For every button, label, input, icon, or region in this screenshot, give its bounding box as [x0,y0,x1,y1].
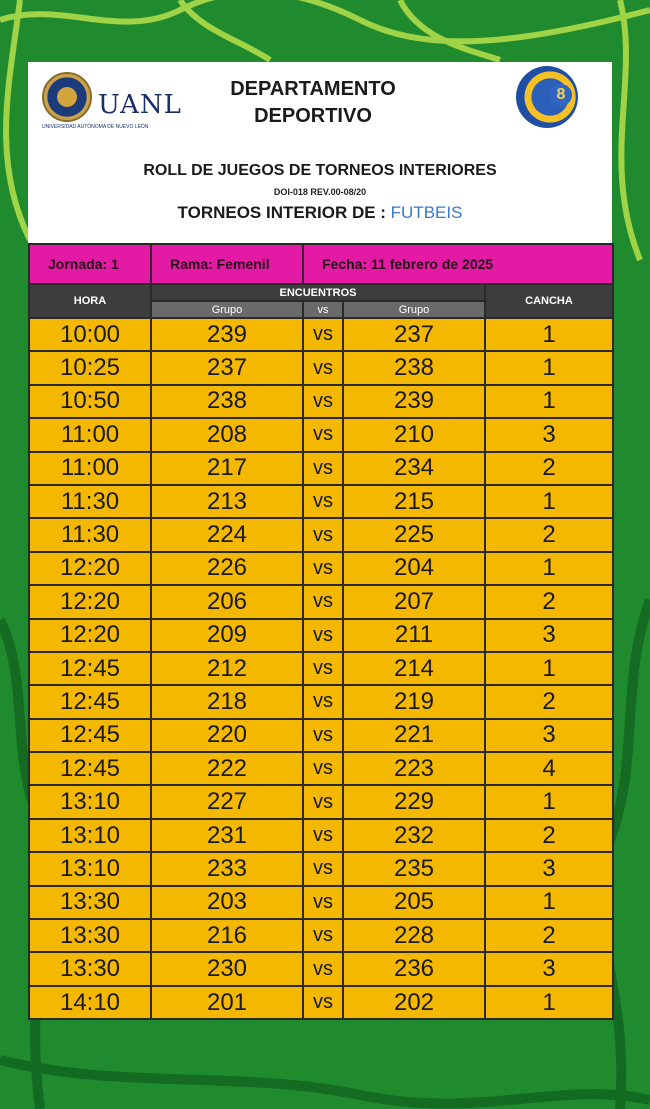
grupo-b-cell: 219 [343,685,485,718]
hora-cell: 12:45 [29,685,151,718]
table-row [29,351,613,384]
grupo-a-cell: 226 [151,552,303,585]
cancha-cell: 3 [485,619,613,652]
grupo-b-cell: 238 [343,351,485,384]
department-title [198,76,428,130]
vs-cell: vs [303,785,343,818]
table-row [29,452,613,485]
info-band [29,244,613,284]
hora-header: HORA [29,284,151,318]
table-row [29,418,613,451]
cancha-cell: 1 [485,485,613,518]
header-row-top [29,284,613,301]
grupo-a-cell: 237 [151,351,303,384]
table-row [29,719,613,752]
torneo-prefix: TORNEOS INTERIOR DE : [177,203,391,222]
vs-cell: vs [303,719,343,752]
grupo-a-cell: 213 [151,485,303,518]
table-row [29,752,613,785]
table-row [29,819,613,852]
hora-cell: 10:25 [29,351,151,384]
vs-cell: vs [303,552,343,585]
vs-header: vs [303,301,343,318]
department-line2: DEPORTIVO [254,105,372,127]
schedule-table [28,243,614,1020]
cancha-cell: 1 [485,785,613,818]
table-row [29,518,613,551]
cancha-cell: 2 [485,919,613,952]
uanl-seal-icon [42,72,92,122]
grupo-b-cell: 228 [343,919,485,952]
vs-cell: vs [303,418,343,451]
doc-code: DOI-018 REV.00-08/20 [273,187,367,197]
hora-cell: 12:45 [29,719,151,752]
jornada-label: Jornada: 1 [29,244,151,284]
table-row [29,552,613,585]
grupo-b-cell: 237 [343,318,485,351]
grupo-b-cell: 215 [343,485,485,518]
grupo-a-cell: 208 [151,418,303,451]
grupo-b-cell: 210 [343,418,485,451]
grupo-a-cell: 231 [151,819,303,852]
cancha-cell: 3 [485,418,613,451]
roll-title: ROLL DE JUEGOS DE TORNEOS INTERIORES [143,162,497,179]
cancha-cell: 1 [485,385,613,418]
vs-cell: vs [303,385,343,418]
cancha-cell: 1 [485,986,613,1019]
grupo-a-cell: 220 [151,719,303,752]
grupo-b-header: Grupo [343,301,485,318]
hora-cell: 11:30 [29,518,151,551]
games-body [29,318,613,1019]
cancha-cell: 2 [485,819,613,852]
table-row [29,952,613,985]
cancha-cell: 3 [485,852,613,885]
hora-cell: 12:20 [29,619,151,652]
grupo-b-cell: 221 [343,719,485,752]
uanl-subtitle: UNIVERSIDAD AUTÓNOMA DE NUEVO LEÓN [42,124,149,130]
grupo-b-cell: 234 [343,452,485,485]
hora-cell: 13:30 [29,952,151,985]
vs-cell: vs [303,919,343,952]
grupo-a-cell: 238 [151,385,303,418]
vs-cell: vs [303,852,343,885]
grupo-b-cell: 205 [343,886,485,919]
uanl-wordmark: UANL [98,90,182,120]
table-row [29,619,613,652]
grupo-a-cell: 224 [151,518,303,551]
hora-cell: 10:50 [29,385,151,418]
cancha-cell: 2 [485,518,613,551]
hora-cell: 13:30 [29,886,151,919]
grupo-b-cell: 207 [343,585,485,618]
table-row [29,852,613,885]
hora-cell: 13:30 [29,919,151,952]
torch-logo-number: 8 [550,84,572,106]
vs-cell: vs [303,886,343,919]
table-row [29,785,613,818]
grupo-a-cell: 203 [151,886,303,919]
table-row [29,652,613,685]
hora-cell: 12:45 [29,652,151,685]
hora-cell: 10:00 [29,318,151,351]
cancha-cell: 4 [485,752,613,785]
torneo-title [28,203,612,223]
grupo-a-cell: 218 [151,685,303,718]
grupo-b-cell: 202 [343,986,485,1019]
grupo-b-cell: 239 [343,385,485,418]
cancha-cell: 1 [485,552,613,585]
grupo-b-cell: 235 [343,852,485,885]
cancha-cell: 2 [485,685,613,718]
cancha-cell: 2 [485,452,613,485]
vs-cell: vs [303,318,343,351]
grupo-b-cell: 236 [343,952,485,985]
grupo-a-cell: 233 [151,852,303,885]
table-row [29,585,613,618]
table-row [29,886,613,919]
vs-cell: vs [303,952,343,985]
table-row [29,318,613,351]
grupo-b-cell: 232 [343,819,485,852]
vs-cell: vs [303,819,343,852]
hora-cell: 11:00 [29,418,151,451]
cancha-cell: 1 [485,652,613,685]
hora-cell: 11:00 [29,452,151,485]
vs-cell: vs [303,351,343,384]
hora-cell: 11:30 [29,485,151,518]
grupo-a-cell: 201 [151,986,303,1019]
vs-cell: vs [303,652,343,685]
grupo-b-cell: 229 [343,785,485,818]
cancha-cell: 3 [485,952,613,985]
vs-cell: vs [303,485,343,518]
table-row [29,919,613,952]
vs-cell: vs [303,986,343,1019]
document-header [28,62,612,243]
grupo-a-cell: 239 [151,318,303,351]
vs-cell: vs [303,619,343,652]
cancha-cell: 1 [485,886,613,919]
hora-cell: 12:20 [29,585,151,618]
hora-cell: 12:20 [29,552,151,585]
grupo-a-cell: 212 [151,652,303,685]
hora-cell: 13:10 [29,819,151,852]
encuentros-header: ENCUENTROS [151,284,485,301]
hora-cell: 13:10 [29,785,151,818]
table-row [29,685,613,718]
vs-cell: vs [303,585,343,618]
cancha-header: CANCHA [485,284,613,318]
schedule-sheet [28,62,612,1020]
grupo-a-cell: 230 [151,952,303,985]
cancha-cell: 3 [485,719,613,752]
grupo-a-cell: 216 [151,919,303,952]
grupo-b-cell: 225 [343,518,485,551]
grupo-a-cell: 227 [151,785,303,818]
grupo-b-cell: 223 [343,752,485,785]
department-line1: DEPARTAMENTO [230,78,396,100]
torneo-sport: FUTBEIS [390,203,463,222]
grupo-a-cell: 209 [151,619,303,652]
grupo-b-cell: 204 [343,552,485,585]
uanl-logo [42,72,202,132]
torch-logo-icon [516,66,578,128]
hora-cell: 14:10 [29,986,151,1019]
hora-cell: 12:45 [29,752,151,785]
grupo-b-cell: 214 [343,652,485,685]
grupo-a-cell: 206 [151,585,303,618]
fecha-label: Fecha: 11 febrero de 2025 [303,244,613,284]
grupo-a-cell: 222 [151,752,303,785]
hora-cell: 13:10 [29,852,151,885]
grupo-a-cell: 217 [151,452,303,485]
vs-cell: vs [303,752,343,785]
table-row [29,385,613,418]
table-row [29,986,613,1019]
vs-cell: vs [303,452,343,485]
grupo-a-header: Grupo [151,301,303,318]
vs-cell: vs [303,518,343,551]
cancha-cell: 1 [485,351,613,384]
cancha-cell: 1 [485,318,613,351]
rama-label: Rama: Femenil [151,244,303,284]
cancha-cell: 2 [485,585,613,618]
vs-cell: vs [303,685,343,718]
grupo-b-cell: 211 [343,619,485,652]
table-row [29,485,613,518]
